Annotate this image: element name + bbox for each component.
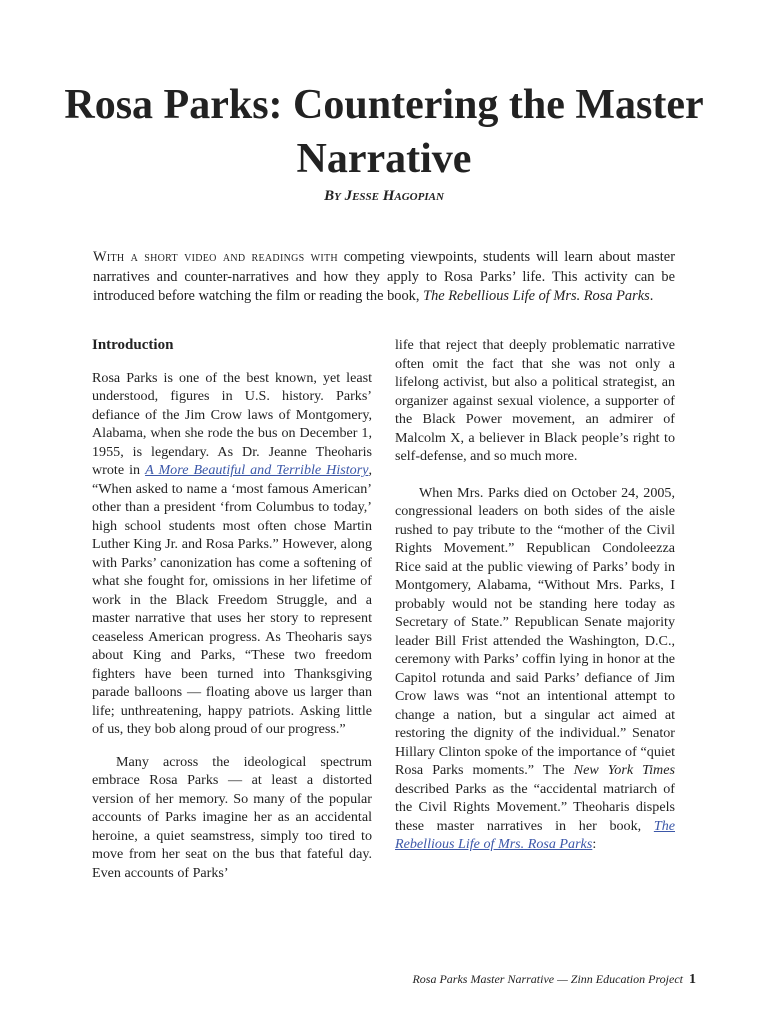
book-link-more-beautiful[interactable]: A More Beautiful and Terrible History: [145, 462, 369, 478]
intro-text: competing viewpoints, students will learn about master narratives and counter-narratives and how they apply to Rosa Parks’ life. This activity can be introduced before watching the film or reading the book,: [93, 249, 675, 304]
left-p1-text-a: Rosa Parks is one of the best known, yet least understood, figures in U.S. history. Parks’ defiance of the Jim Crow laws of Montgomery, Alabama, when she rode the bus on December 1, 1955, is legendary. As Dr. Jeanne Theoharis wrote in: [92, 369, 372, 478]
page-title: Rosa Parks: Countering the Master Narrative: [64, 82, 704, 182]
intro-book-title: The Rebellious Life of Mrs. Rosa Parks: [423, 288, 650, 304]
left-paragraph-1: [92, 369, 372, 739]
left-paragraph-2: Many across the ideological spectrum embrace Rosa Parks — at least a distorted version of her memory. So many of the popular accounts of Parks imagine her as an accidental heroine, a quiet seamstress, simply too tired to move from her seat on the bus that fateful day. Even accounts of Parks’: [92, 753, 372, 881]
intro-paragraph: [93, 248, 675, 307]
right-p2-text-c: :: [592, 836, 597, 852]
nyt-title: New York Times: [573, 762, 675, 778]
section-heading: Introduction: [92, 337, 174, 353]
left-column: [92, 336, 372, 882]
left-p1-text-b: , “When asked to name a ‘most famous American’ other than a president ‘from Columbus to today,’ high school students most often chose Martin Luther King Jr. and Rosa Parks.” However, along with Parks’ canonization has come a softening of what she fought for, omissions in her lifetime of work in the Black Freedom Struggle, and a master narrative that uses her story to represent ceaseless American progress. As Theoharis says about King and Parks, “These two freedom fighters have been turned into Thanksgiving parade balloons — floating above us larger than life; unthreatening, happy patriots. Asking little of us, they bob along proud of our progress.”: [92, 462, 372, 737]
intro-end: .: [649, 288, 654, 304]
right-column: [395, 336, 675, 854]
footer-text: Rosa Parks Master Narrative — Zinn Education Project: [412, 972, 683, 986]
intro-lead: With a short video and readings with: [93, 249, 338, 265]
byline: By Jesse Hagopian: [324, 188, 444, 204]
book-link-rebellious-life[interactable]: The Rebellious Life of Mrs. Rosa Parks: [395, 817, 675, 852]
right-paragraph-1: life that reject that deeply problematic narrative often omit the fact that she was not only a lifelong activist, but also a political strategist, an organizer against sexual violence, a supporter of the Black Power movement, an admirer of Malcolm X, a believer in Black people’s right to self-defense, and so much more.: [395, 337, 675, 464]
right-p2-text-a: When Mrs. Parks died on October 24, 2005, congressional leaders on both sides of the aisle rushed to pay tribute to the “mother of the Civil Rights Movement.” Republican Condoleezza Rice said at the public viewing of Parks’ body in Montgomery, Alabama, “Without Mrs. Parks, I probably would not be standing here today as Secretary of State.” Republican Senate majority leader Bill Frist attended the Washington, D.C., ceremony with Parks’ coffin lying in honor at the Capitol rotunda and said Parks’ defiance of Jim Crow laws was “not an intentional attempt to change a nation, but a singular act aimed at restoring the dignity of the individual.” Senator Hillary Clinton spoke of the importance of “quiet Rosa Parks moments.” The: [395, 484, 675, 778]
right-p2-text-b: described Parks as the “accidental matriarch of the Civil Rights Movement.” Theoharis dispels these master narratives in her book,: [395, 780, 675, 834]
page-number: 1: [689, 972, 696, 987]
page-footer: [412, 972, 696, 988]
right-paragraph-2: [395, 484, 675, 854]
